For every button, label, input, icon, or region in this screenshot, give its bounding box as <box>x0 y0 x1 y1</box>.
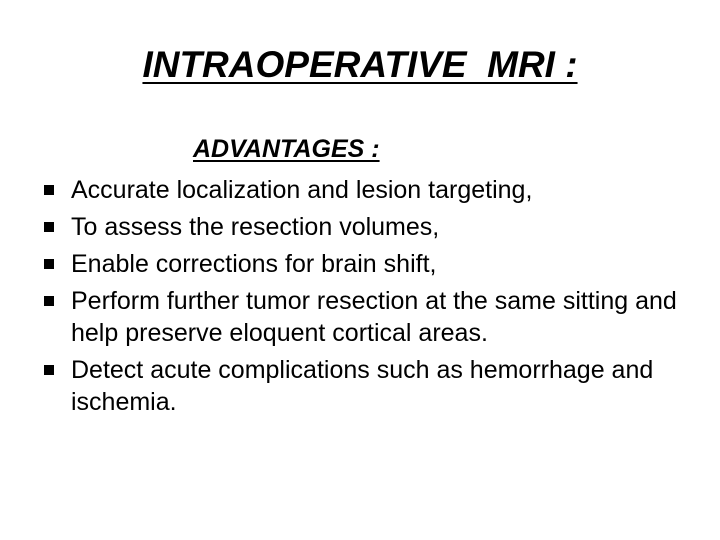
square-bullet-icon <box>44 222 54 232</box>
bullet-text: Accurate localization and lesion targeting, <box>71 176 533 204</box>
list-item <box>42 354 682 418</box>
square-bullet-icon <box>44 259 54 269</box>
bullet-text: Detect acute complications such as hemorrhage and ischemia. <box>71 356 654 416</box>
square-bullet-icon <box>44 296 54 306</box>
list-item <box>42 211 682 243</box>
bullet-text: Perform further tumor resection at the same sitting and help preserve eloquent cortical areas. <box>71 287 677 347</box>
list-item <box>42 174 682 206</box>
bullet-text: To assess the resection volumes, <box>71 213 440 241</box>
square-bullet-icon <box>44 185 54 195</box>
list-item <box>42 248 682 280</box>
square-bullet-icon <box>44 365 54 375</box>
advantages-heading: ADVANTAGES : <box>193 135 380 163</box>
bullet-text: Enable corrections for brain shift, <box>71 250 437 278</box>
list-item <box>42 285 682 349</box>
advantages-list <box>42 174 682 423</box>
slide-title: INTRAOPERATIVE MRI : <box>142 44 578 85</box>
